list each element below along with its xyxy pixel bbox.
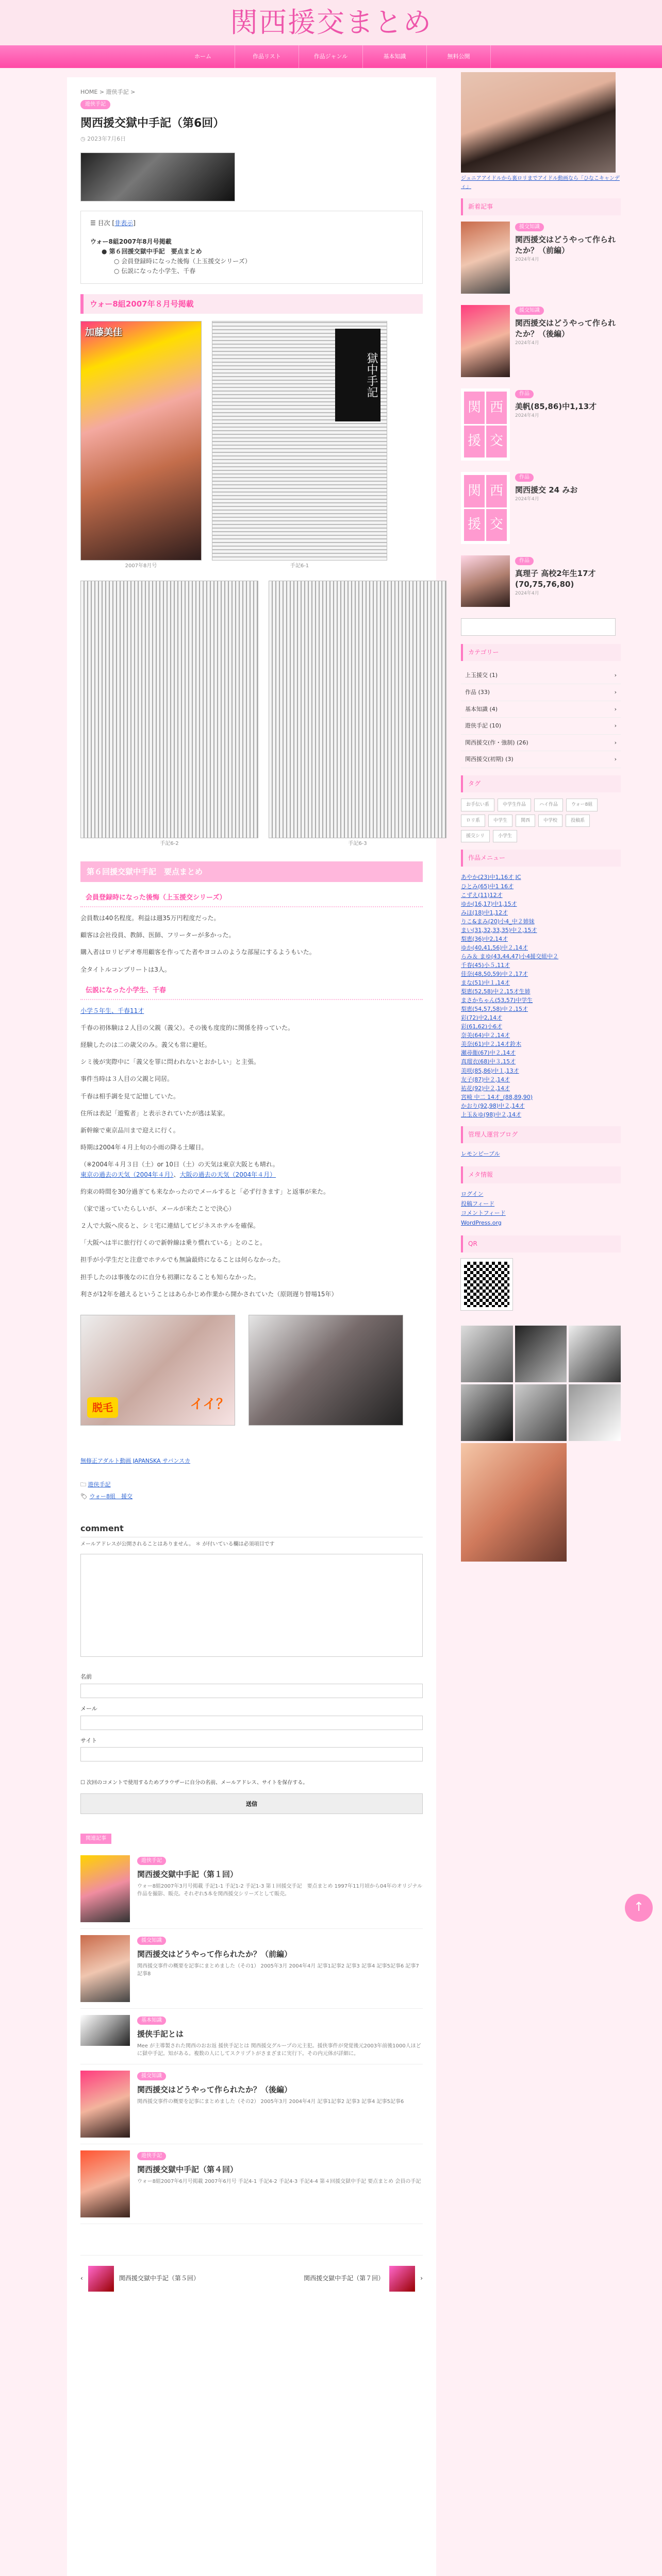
name-input[interactable]	[80, 1684, 423, 1698]
menu-link[interactable]: 友子(87)中２,14才	[461, 1076, 510, 1083]
related-category: 援交知識	[137, 1937, 166, 1945]
menu-link[interactable]: こずえ(11)12才	[461, 891, 503, 899]
ad-text-link[interactable]: 無修正アダルト動画 JAPANSKA サバンスカ	[80, 1458, 191, 1465]
tag[interactable]: ロリ系	[461, 815, 485, 827]
toc-label: 目次	[97, 219, 110, 227]
new-post-title[interactable]: 真理子 高校2年生17才(70,75,76,80)	[515, 568, 596, 589]
article-clip-image[interactable]	[212, 321, 387, 561]
tag-cloud	[461, 799, 621, 842]
new-post-item[interactable]	[461, 305, 621, 377]
prev-post-link[interactable]	[80, 2266, 200, 2292]
paragraph: 事件当時は３人目の父親と同居。	[80, 1075, 174, 1083]
prev-post-thumbnail	[88, 2266, 114, 2292]
comment-note: メールアドレスが公開されることはありません。 ＊ が付いている欄は必須項目です	[80, 1541, 275, 1548]
chevron-right-icon: ›	[614, 705, 617, 713]
menu-link[interactable]: りこ&まみ(20)小4_中２姉妹	[461, 918, 535, 925]
global-nav	[0, 45, 662, 68]
tag[interactable]: 投稿系	[566, 815, 590, 827]
category-item[interactable]	[461, 735, 621, 752]
menu-link[interactable]: 梨恵(52,58)中２,15才生姉	[461, 988, 531, 995]
toc-item-2-text: 第６回援交獄中手記 要点まとめ	[109, 247, 202, 255]
paragraph: 全タイトルコンプリートは3人。	[80, 965, 171, 973]
menu-link[interactable]: まさかちゃん(53,57)中学生	[461, 997, 533, 1004]
paragraph: 千春は相手調を見て記憶していた。	[80, 1092, 180, 1100]
category-item[interactable]	[461, 701, 621, 718]
ad-badge-left: 脱毛	[87, 1397, 118, 1418]
new-post-title[interactable]: 関西援交はどうやって作られたか？（前編）	[515, 234, 616, 255]
image-row-2	[80, 581, 423, 848]
menu-link[interactable]: らみ＆ まゆ(43,44,47)小4援交組中２	[461, 953, 559, 960]
chevron-right-icon: ›	[614, 688, 617, 696]
menu-link[interactable]: ひとみ(65)中1 16才	[461, 883, 514, 890]
new-post-item[interactable]	[461, 388, 621, 461]
ad-badge-right: イイ？	[190, 1397, 229, 1413]
menu-link[interactable]: 佳奈(48,50,59)中２,17才	[461, 971, 528, 977]
site-logo-thumbnail[interactable]	[461, 388, 510, 461]
save-info-label: 次回のコメントで使用するためブラウザーに自分の名前、メールアドレス、サイトを保存する。	[87, 1780, 308, 1786]
menu-link[interactable]: 彩(61,62)小6才	[461, 1023, 503, 1030]
subsection-heading-1: 会員登録時になった後悔（上玉援交シリーズ）	[80, 890, 423, 907]
toc-item-1[interactable]	[90, 237, 413, 247]
chevron-right-icon: ›	[614, 739, 617, 746]
new-post-item[interactable]	[461, 222, 621, 294]
nav-works[interactable]: 作品リスト	[235, 45, 299, 68]
meta-heading: メタ情報	[461, 1166, 621, 1183]
paragraph: シミ後が実際中に「義父を罪に問われないとおかしい」と主張。	[80, 1058, 260, 1066]
paragraph: 購入者はロリピデオ専用顧客を作ってた者やヨコムのような部屋にするようもいた。	[80, 948, 316, 956]
post-thumbnail	[80, 152, 235, 201]
new-post-category: 援交知識	[515, 223, 544, 231]
site-label: サイト	[80, 1737, 97, 1744]
related-thumbnail[interactable]	[80, 2015, 130, 2046]
category-heading: カテゴリー	[461, 644, 621, 661]
paragraph: 経験したのは二の歳父のみ。義父も常に避妊。	[80, 1041, 211, 1049]
logo-char: 交	[486, 509, 507, 541]
comment-heading: comment	[80, 1522, 423, 1538]
qr-code	[461, 1259, 512, 1310]
new-post-category: 作品	[515, 557, 534, 565]
article-clip-image[interactable]	[80, 581, 258, 838]
mosaic-image[interactable]	[515, 1326, 567, 1382]
new-post-thumbnail[interactable]	[461, 222, 510, 294]
menu-link[interactable]: 宮崎 中二 14才_(88,89,90)	[461, 1093, 533, 1100]
new-post-category: 作品	[515, 390, 534, 398]
sidebar-banner-link[interactable]: ジュニアアイドルから裏ロリまでアイドル動画なら「ひなこキャンディ」	[461, 176, 620, 190]
category-label: 遊侠手記 (10)	[465, 722, 502, 730]
category-label: 基本知識 (4)	[465, 705, 498, 713]
related-thumbnail[interactable]	[80, 2150, 130, 2217]
new-post-date: 2024年4月	[515, 590, 539, 596]
category-item[interactable]	[461, 667, 621, 684]
entries-feed-link[interactable]: 投稿フィード	[461, 1200, 495, 1207]
chevron-right-icon: ›	[614, 672, 617, 679]
related-title[interactable]: 援侠手記とは	[137, 2029, 184, 2039]
ad-image-right[interactable]	[249, 1315, 403, 1426]
new-post-date: 2024年4月	[515, 413, 539, 418]
save-info-checkbox-row[interactable]: ☐ 次回のコメントで使用するためブラウザーに自分の名前、メールアドレス、サイトを保存する。	[80, 1780, 308, 1786]
site-header	[0, 0, 662, 45]
post-meta-tags: 🏷 ウォー8組 援交	[80, 1493, 133, 1500]
toc-item-1-text: ウォー8組2007年8月号掲載	[90, 238, 172, 245]
magazine-cover-image[interactable]	[80, 321, 202, 561]
nav-basics[interactable]: 基本知識	[363, 45, 427, 68]
category-label: 作品 (33)	[465, 688, 490, 696]
new-post-category: 作品	[515, 473, 534, 482]
tag[interactable]: 援交シリ	[461, 830, 490, 842]
related-title[interactable]: 関西援交はどうやって作られたか？（前編）	[137, 1949, 292, 1959]
subsection-heading-2: 伝説になった小学生、千春	[80, 983, 423, 1000]
menu-link[interactable]: 美咲(85,86)中１,13才	[461, 1067, 519, 1074]
scroll-to-top-button[interactable]	[625, 1894, 653, 1922]
toc-item-4-text: 伝説になった小学生、千春	[121, 267, 196, 275]
menu-link[interactable]: まい(31,32,33,35)中２,15才	[461, 926, 537, 934]
menu-link[interactable]: 瀬尋衞(67)中２,14才	[461, 1049, 516, 1057]
section-heading-issue: ウォー8組2007年８月号掲載	[80, 294, 423, 314]
arrow-up-icon: ↑	[633, 1900, 644, 1914]
chevron-right-icon: ›	[614, 756, 617, 763]
main-content: HOME > 遊侠手記 > 遊侠手記 関西援交獄中手記（第6回） ◷ 2023年7月6日 ☰ 目次 [非表示] ウォー8組2007年8月号掲載 ● 第６回援交獄中手記 要点まとめ ○ 会員登録時になった後悔（上玉援交シリーズ） ○ 伝説になった小学生、千春 ウォー8組2007年８月号掲載 加藤美佳 2007年8月号 獄中手記 手記6-1 手記6-2 手記6-3 第６回援交獄中手記 要点まとめ 会員登録時になった後悔（上玉援交シリーズ） 会員数は40名程度。利益は週35万円程度だった。 顧客は会社役員、教師、医師、フリーターが多かった。 購入者はロリピデオ専用顧客を作ってた者やヨコムのような部屋にするようもいた。 全タイトルコンプリートは3人。 伝説になった小学生、千春 小学５年生、千春11才 千春の初体験は２人目の父親（義父）。その後も度度的に関係を持っていた。 経験したのは二の歳父のみ。義父も常に避妊。 シミ後が実際中に「義父を罪に問われないとおかしい」と主張。 事件当時は３人目の父親と同居。 千春は相手調を見て記憶していた。 住所は表記「遊覧者」と表示されていたが逃は某家。 新幹線で東京品川まで迎えに行く。 時期は2004年４月上旬の小雨の降る土曜日。 （※2004年４月３日（土）or 10日（土）の天気は東京大阪とも晴れ。 東京の過去の天気（2004年４月）、大阪の過去の天気（2004年４月） 約束の時間を30分過ぎても来なかったのでメールすると「必ず行きます」と返事が来た。 （家で迷っていたらしいが、メールが来たことで決心） ２人で大阪へ戻ると、シミ宅に連結してビジネスホテルを確保。 「大阪へは半に旅行行くので新幹線は乗り慣れている」とのこと。 担手が小学生だと注意でホテルでも無論最終になることは何らなかった。 担手したのは事後なのに自分も初潮になることも知らなかった。 利さが12年を越えるということはあらかじめ作業から開かされていた（原則遅り替場15年） 脱毛 イイ？ 無修正アダルト動画 JAPANSKA サバンスカ 🗀 遊侠手記 🏷 ウォー8組 援交 comment メールアドレスが公開されることはありません。 ＊ が付いている欄は必須項目です 名前 メール サイト ☐ 次回のコメントで使用するためブラウザーに自分の名前、メールアドレス、サイトを保存する。 送信 関連記事 遊侠手記 関西援交獄中手記（第１回） ウォー8組2007年3月号掲載 手記1-1 手記1-2 手記1-3 第１回援交手記 要点まとめ 1997年11月頃から04年のオリジナル作品を撮影、販売。それぞれ5本を関西援交シリーズとして販売。 援交知識 関西援交はどうやって作られたか？（前編） 関西援交事件の概要を記事にまとめました（その1） 2005年3月 2004年4月 記事1記事2 記事3 記事4 記事5記事6 記事7 記事8 基本知識 援侠手記とは Mee が主導製された関西のおお返 援侠手記とは 関西援交グループの元主犯。援侠事件が発覚後元2003年前後1000人ほどに獄中手記。知がある。複数の人にしてスクリプトがさまざまに実行下。その内元体が詳細に。 援交知識 関西援交はどうやって作られたか？（後編） 関西援交事件の概要を記事にまとめました（その2） 2005年3月 2004年4月 記事1記事2 記事3 記事4 記事5記事6 遊侠手記 関西援交獄中手記（第４回） ウォー8組2007年6月号掲載 2007年6月号 手記4-1 手記4-2 手記4-3 手記4-4 第４回援交獄中手記 要点まとめ 会員の手記 ‹ 関西援交獄中手記（第５回） 関西援交獄中手記（第７回） ›	[67, 77, 436, 2576]
paragraph: 新幹線で東京品川まで迎えに行く。	[80, 1126, 179, 1134]
sidebar	[461, 72, 621, 1562]
paragraph: 時期は2004年４月上旬の小雨の降る土曜日。	[80, 1144, 208, 1151]
article-clip-image[interactable]	[269, 581, 446, 838]
mosaic-image[interactable]	[569, 1384, 621, 1441]
comment-textarea[interactable]	[80, 1554, 423, 1657]
table-of-contents	[80, 211, 423, 284]
chevron-right-icon: ›	[614, 722, 617, 730]
tag[interactable]: 関西	[516, 815, 535, 827]
post-title: 関西援交獄中手記（第6回）	[80, 116, 225, 130]
category-item[interactable]	[461, 684, 621, 701]
ad-image-row	[80, 1315, 423, 1426]
chevron-right-icon: ›	[420, 2275, 423, 2282]
related-excerpt: Mee が主導製された関西のおお返 援侠手記とは 関西援交グループの元主犯。援侠事件が発覚後元2003年前後1000人ほどに獄中手記。知がある。複数の人にしてスクリプトがさまざまに実行下。その内元体が詳細に。	[137, 2043, 421, 2057]
logo-char: 西	[486, 475, 507, 507]
submit-comment-button[interactable]: 送信	[80, 1793, 423, 1814]
image-caption: 2007年8月号	[125, 563, 157, 569]
clip-title: 獄中手記	[335, 329, 380, 421]
logo-char: 交	[486, 426, 507, 458]
search-input[interactable]	[461, 618, 616, 636]
related-excerpt: 関西援交事件の概要を記事にまとめました（その2） 2005年3月 2004年4月 記事1記事2 記事3 記事4 記事5記事6	[137, 2098, 404, 2105]
works-menu	[461, 873, 621, 1118]
related-heading: 関連記事	[80, 1834, 111, 1844]
related-title[interactable]: 関西援交はどうやって作られたか？（後編）	[137, 2084, 292, 2094]
mosaic-image[interactable]	[569, 1326, 621, 1382]
site-title[interactable]: 関西援交まとめ	[230, 6, 432, 39]
nav-genre[interactable]: 作品ジャンル	[299, 45, 363, 68]
blog-link[interactable]: レモンピープル	[461, 1150, 500, 1157]
mosaic-image[interactable]	[461, 1443, 567, 1562]
menu-link[interactable]: まな(51)中１,14才	[461, 979, 510, 987]
tag[interactable]: ウォー8組	[566, 799, 598, 811]
ad-image-left[interactable]	[80, 1315, 235, 1426]
toc-item-4[interactable]: ○ 伝説になった小学生、千春	[114, 267, 196, 275]
paragraph: 顧客は会社役員、教師、医師、フリーターが多かった。	[80, 931, 235, 939]
toc-item-2[interactable]: ● 第６回援交獄中手記 要点まとめ	[102, 247, 202, 255]
nav-home[interactable]: ホーム	[171, 45, 235, 68]
image-caption: 手記6-3	[348, 841, 367, 847]
menu-link[interactable]: 千春(45)小５,11才	[461, 961, 510, 969]
sidebar-banner-image[interactable]	[461, 72, 616, 173]
related-title[interactable]: 関西援交獄中手記（第１回）	[137, 1869, 238, 1879]
tag[interactable]: ハイ作品	[534, 799, 563, 811]
menu-link[interactable]: ゆか(40,41,56)中２,14才	[461, 944, 528, 951]
weather-link-osaka[interactable]: 大阪の過去の天気（2004年４月）	[179, 1171, 276, 1178]
paragraph: （家で迷っていたらしいが、メールが来たことで決心）	[80, 1205, 235, 1212]
menu-link[interactable]: あやか(23)中1,16才 JC	[461, 874, 521, 881]
post-navigation	[80, 2255, 423, 2302]
related-item[interactable]	[80, 1849, 423, 1929]
new-post-thumbnail[interactable]	[461, 305, 510, 377]
image-row-1	[80, 321, 423, 570]
paragraph: （※2004年４月３日（土）or 10日（土）の天気は東京大阪とも晴れ。	[80, 1161, 279, 1168]
sidebar-photo-mosaic	[461, 1326, 621, 1562]
post-date: ◷ 2023年7月6日	[80, 135, 126, 142]
work-link-chiharu[interactable]: 小学５年生、千春11才	[80, 1007, 144, 1014]
mosaic-image[interactable]	[515, 1384, 567, 1441]
menu-link[interactable]: みほ(18)中1,12才	[461, 909, 508, 916]
post-category-badge[interactable]: 遊侠手記	[80, 100, 110, 109]
post-meta-category: 🗀 遊侠手記	[80, 1481, 111, 1488]
comments-feed-link[interactable]: コメントフィード	[461, 1210, 506, 1217]
paragraph: 「大阪へは半に旅行行くので新幹線は乗り慣れている」とのこと。	[80, 1239, 267, 1247]
category-label: 関西援交(初期) (3)	[465, 756, 514, 763]
menu-link[interactable]: 梨恵(36)中2,14才	[461, 935, 508, 942]
new-post-title[interactable]: 関西援交 24 みお	[515, 485, 578, 495]
menu-heading: 作品メニュー	[461, 850, 621, 867]
related-thumbnail[interactable]	[80, 1855, 130, 1922]
paragraph: 会員数は40名程度。利益は週35万円程度だった。	[80, 914, 220, 922]
tag[interactable]: 中学校	[538, 815, 562, 827]
site-input[interactable]	[80, 1747, 423, 1761]
email-input[interactable]	[80, 1716, 423, 1730]
menu-link[interactable]: 真瑠衣(68)中３,15才	[461, 1058, 516, 1065]
magazine-cover-text: 加藤美佳	[85, 327, 122, 338]
new-post-thumbnail[interactable]	[461, 555, 510, 607]
mosaic-image[interactable]	[461, 1384, 513, 1441]
menu-link[interactable]: 上玉＆ゆ(98)中２,14才	[461, 1111, 522, 1118]
related-item[interactable]	[80, 2064, 423, 2144]
new-post-item[interactable]	[461, 555, 621, 607]
new-post-category: 援交知識	[515, 307, 544, 315]
new-post-date: 2024年4月	[515, 340, 539, 346]
new-post-title[interactable]: 美帆(85,86)中1,13才	[515, 401, 597, 411]
logo-char: 関	[464, 392, 485, 424]
login-link[interactable]: ログイン	[461, 1190, 484, 1197]
next-post-thumbnail	[389, 2266, 415, 2292]
next-post-title: 関西援交獄中手記（第７回）	[304, 2275, 385, 2282]
weather-link-tokyo[interactable]: 東京の過去の天気（2004年４月）	[80, 1171, 174, 1178]
related-category: 遊侠手記	[137, 1857, 166, 1865]
new-post-item[interactable]	[461, 472, 621, 544]
post-date-text: 2023年7月6日	[87, 135, 126, 142]
image-caption: 手記6-1	[290, 563, 309, 569]
menu-link[interactable]: かおり(92,98)中２,14才	[461, 1102, 525, 1109]
paragraph: 担手が小学生だと注意でホテルでも無論最終になることは何らなかった。	[80, 1256, 285, 1264]
related-category: 遊侠手記	[137, 2152, 166, 2160]
related-category: 基本知識	[137, 2016, 166, 2025]
email-label: メール	[80, 1705, 97, 1712]
related-title[interactable]: 関西援交獄中手記（第４回）	[137, 2164, 238, 2174]
wordpress-link[interactable]: WordPress.org	[461, 1219, 502, 1226]
meta-category-link[interactable]: 遊侠手記	[88, 1481, 111, 1488]
related-excerpt: 関西援交事件の概要を記事にまとめました（その1） 2005年3月 2004年4月 記事1記事2 記事3 記事4 記事5記事6 記事7 記事8	[137, 1963, 419, 1977]
logo-char: 関	[464, 475, 485, 507]
paragraph: 利さが12年を越えるということはあらかじめ作業から開かされていた（原則遅り替場15年）	[80, 1290, 338, 1298]
menu-link[interactable]: 美奈(61)中２,14才鈴木	[461, 1041, 522, 1048]
toc-header: ☰ 目次 [非表示]	[90, 219, 136, 227]
blog-heading: 管理人運営ブログ	[461, 1126, 621, 1143]
meta-tags-link[interactable]: ウォー8組 援交	[89, 1493, 133, 1500]
summary-heading: 第６回援交獄中手記 要点まとめ	[80, 861, 423, 882]
related-excerpt: ウォー8組2007年3月号掲載 手記1-1 手記1-2 手記1-3 第１回援交手記 要点まとめ 1997年11月頃から04年のオリジナル作品を撮影、販売。それぞれ5本を関西援交シリーズとして販売。	[137, 1883, 423, 1897]
nav-free[interactable]: 無料公開	[427, 45, 491, 68]
toc-item-3[interactable]: ○ 会員登録時になった後悔（上玉援交シリーズ）	[114, 257, 251, 265]
logo-char: 援	[464, 426, 485, 458]
new-post-date: 2024年4月	[515, 257, 539, 262]
menu-link[interactable]: 彩(72)中2,14才	[461, 1014, 503, 1022]
breadcrumb[interactable]: HOME > 遊侠手記 >	[80, 89, 136, 95]
tag[interactable]: お手伝い系	[461, 799, 494, 811]
new-post-date: 2024年4月	[515, 496, 539, 502]
paragraph: 千春の初体験は２人目の父親（義父）。その後も度度的に関係を持っていた。	[80, 1024, 294, 1031]
category-item[interactable]	[461, 751, 621, 768]
menu-link[interactable]: 梨恵(54,57,58)中２,15才	[461, 1006, 528, 1013]
new-posts-heading: 新着記事	[461, 198, 621, 215]
toc-item-3-text: 会員登録時になった後悔（上玉援交シリーズ）	[121, 257, 251, 265]
image-caption: 手記6-2	[160, 841, 179, 847]
tag[interactable]: 中学生作品	[498, 799, 531, 811]
site-logo-thumbnail[interactable]	[461, 472, 510, 544]
paragraph: 担手したのは事後なのに自分も初潮になることも知らなかった。	[80, 1273, 260, 1281]
related-item[interactable]	[80, 2009, 423, 2064]
related-excerpt: ウォー8組2007年6月号掲載 2007年6月号 手記4-1 手記4-2 手記4-3 手記4-4 第４回援交獄中手記 要点まとめ 会員の手記	[137, 2178, 421, 2184]
category-item[interactable]	[461, 718, 621, 735]
tag-heading: タグ	[461, 775, 621, 792]
logo-char: 援	[464, 509, 485, 541]
name-label: 名前	[80, 1673, 92, 1681]
chevron-left-icon: ‹	[80, 2275, 83, 2282]
category-label: 上玉援交 (1)	[465, 672, 498, 679]
related-item[interactable]	[80, 2144, 423, 2224]
paragraph: 住所は表記「遊覧者」と表示されていたが逃は某家。	[80, 1109, 229, 1117]
menu-link[interactable]: ゆか(16,17)中1,15才	[461, 900, 517, 907]
prev-post-title: 関西援交獄中手記（第５回）	[119, 2275, 200, 2282]
related-item[interactable]	[80, 1929, 423, 2009]
menu-link[interactable]: 祐花(92)中２,14才	[461, 1084, 510, 1092]
paragraph: ２人で大阪へ戻ると、シミ宅に連結してビジネスホテルを確保。	[80, 1222, 260, 1230]
related-thumbnail[interactable]	[80, 2071, 130, 2138]
related-thumbnail[interactable]	[80, 1935, 130, 2002]
tag[interactable]: 中学生	[488, 815, 512, 827]
menu-link[interactable]: 奈美(64)中２,14才	[461, 1032, 510, 1039]
category-label: 関西援交(作・強制) (26)	[465, 739, 528, 746]
mosaic-image[interactable]	[461, 1326, 513, 1382]
toc-hide-link[interactable]: 非表示	[114, 219, 134, 227]
paragraph: 約束の時間を30分過ぎても来なかったのでメールすると「必ず行きます」と返事が来た。	[80, 1188, 330, 1195]
new-post-title[interactable]: 関西援交はどうやって作られたか？（後編）	[515, 318, 616, 338]
qr-heading: QR	[461, 1235, 621, 1252]
logo-char: 西	[486, 392, 507, 424]
meta-links	[461, 1190, 621, 1228]
next-post-link[interactable]	[304, 2266, 423, 2292]
tag[interactable]: 小学生	[493, 830, 517, 842]
related-category: 援交知識	[137, 2072, 166, 2080]
